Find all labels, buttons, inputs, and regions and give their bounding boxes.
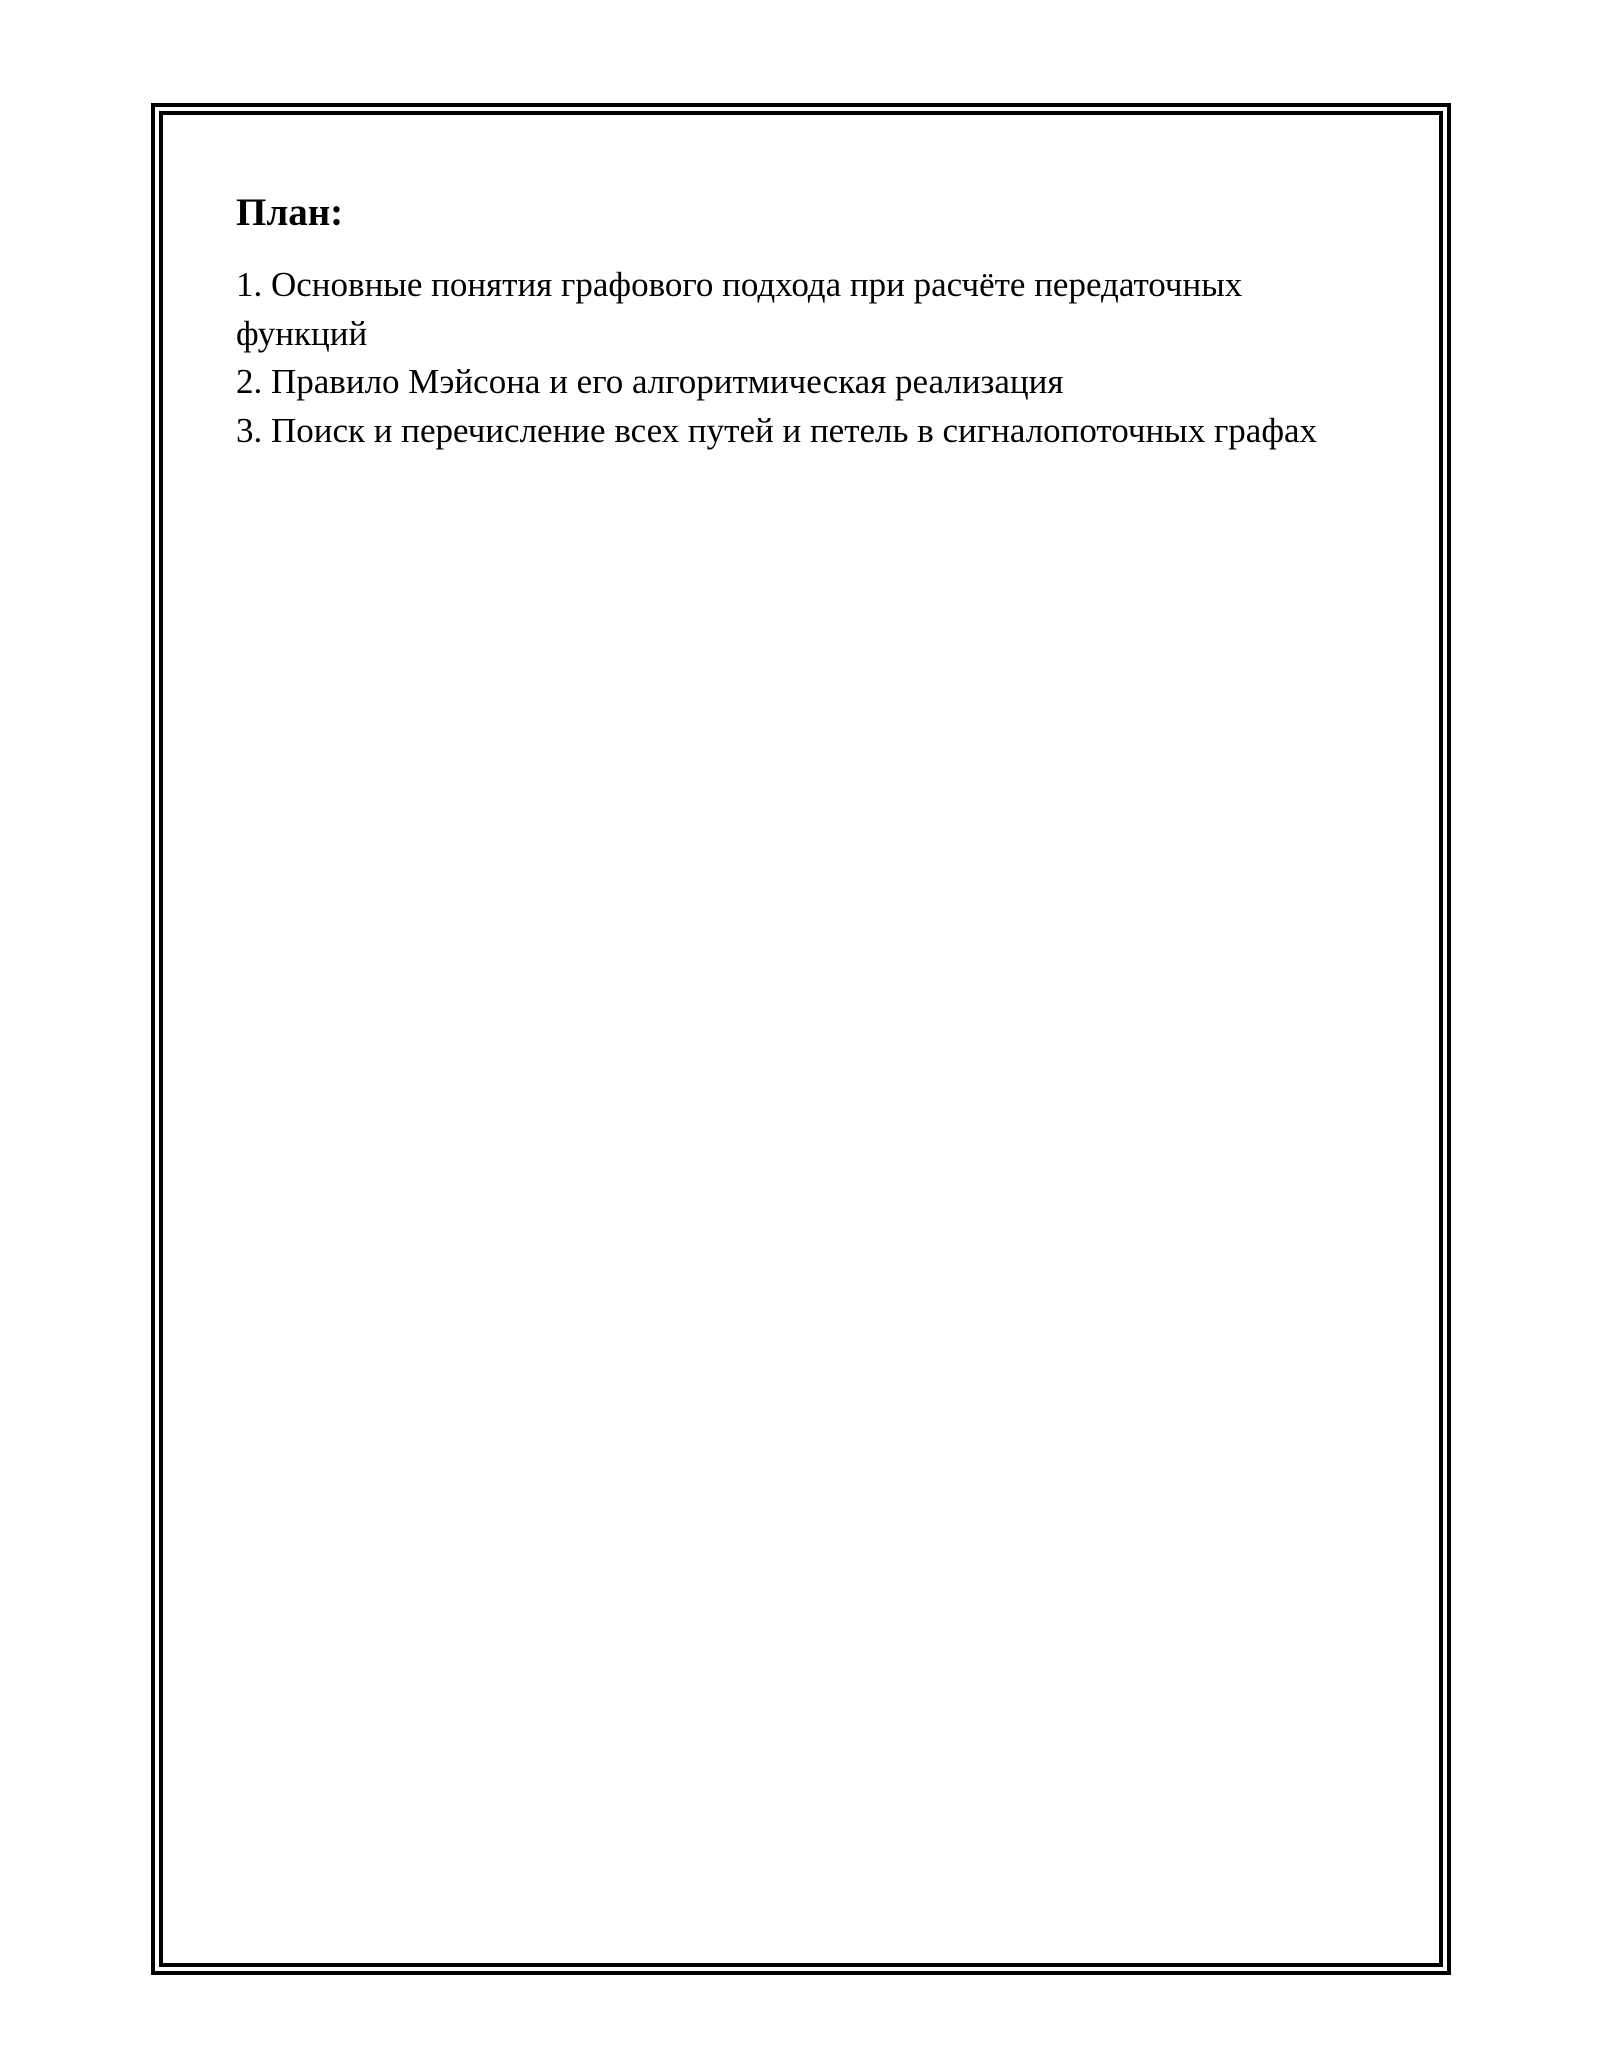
plan-item-1: 1. Основные понятия графового подхода при расчёте передаточных функций: [236, 265, 1243, 353]
page-content: [236, 185, 1356, 455]
plan-item-2: 2. Правило Мэйсона и его алгоритмическая реализация: [236, 362, 1064, 401]
plan-item-3: 3. Поиск и перечисление всех путей и петель в сигналопоточных графах: [236, 410, 1318, 450]
plan-list: [236, 261, 1356, 455]
plan-heading: План:: [236, 191, 344, 234]
